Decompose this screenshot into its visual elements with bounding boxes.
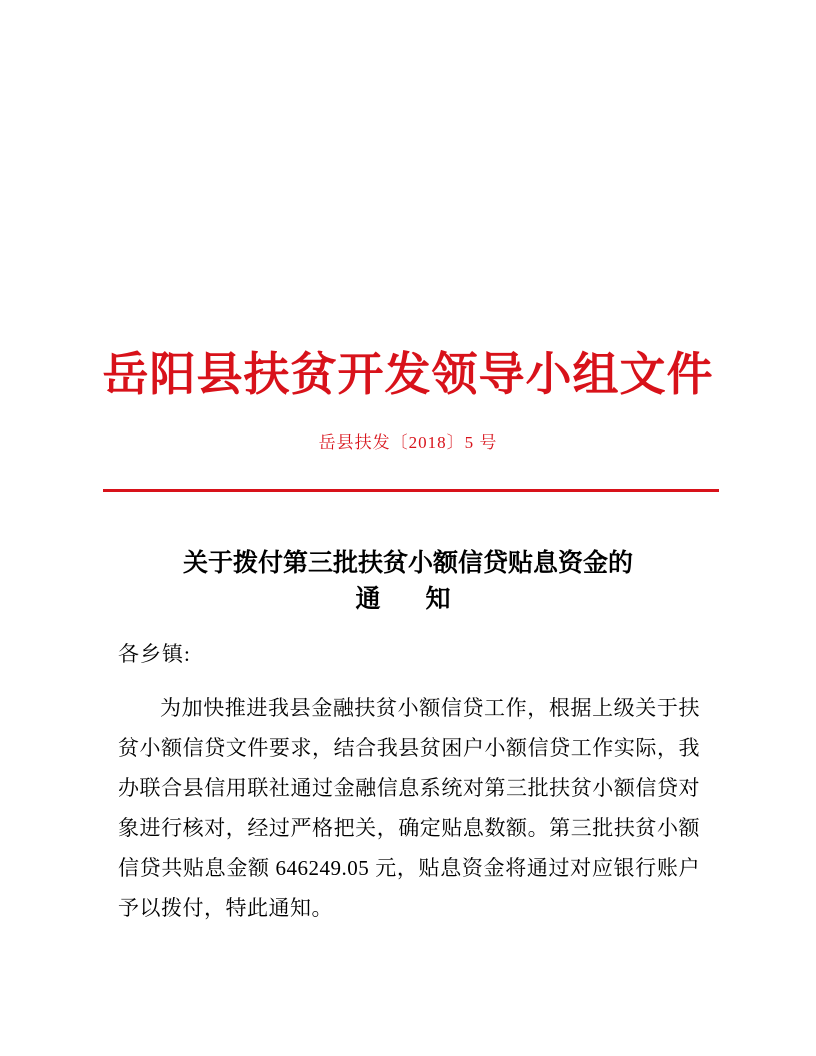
document-title-line-1: 关于拨付第三批扶贫小额信贷贴息资金的 (182, 548, 633, 577)
masthead (0, 348, 816, 401)
document-title (108, 545, 708, 618)
document-number: 岳县扶发〔2018〕5 号 (318, 433, 498, 452)
masthead-title: 岳阳县扶贫开发领导小组文件 (102, 347, 714, 401)
document-title-line-2: 通 知 (355, 584, 461, 614)
salutation: 各乡镇: (118, 642, 191, 666)
red-divider-rule (103, 489, 719, 492)
body-paragraph: 为加快推进我县金融扶贫小额信贷工作，根据上级关于扶贫小额信贷文件要求，结合我县贫困户小额信贷工作实际，我办联合县信用联社通过金融信息系统对第三批扶贫小额信贷对象进行核对，经过严格把关，确定贴息数额。第三批扶贫小额信贷共贴息金额 646249.05 元，贴息资金将通过对应银行账户予以拨付，特此通知。 (118, 696, 700, 920)
